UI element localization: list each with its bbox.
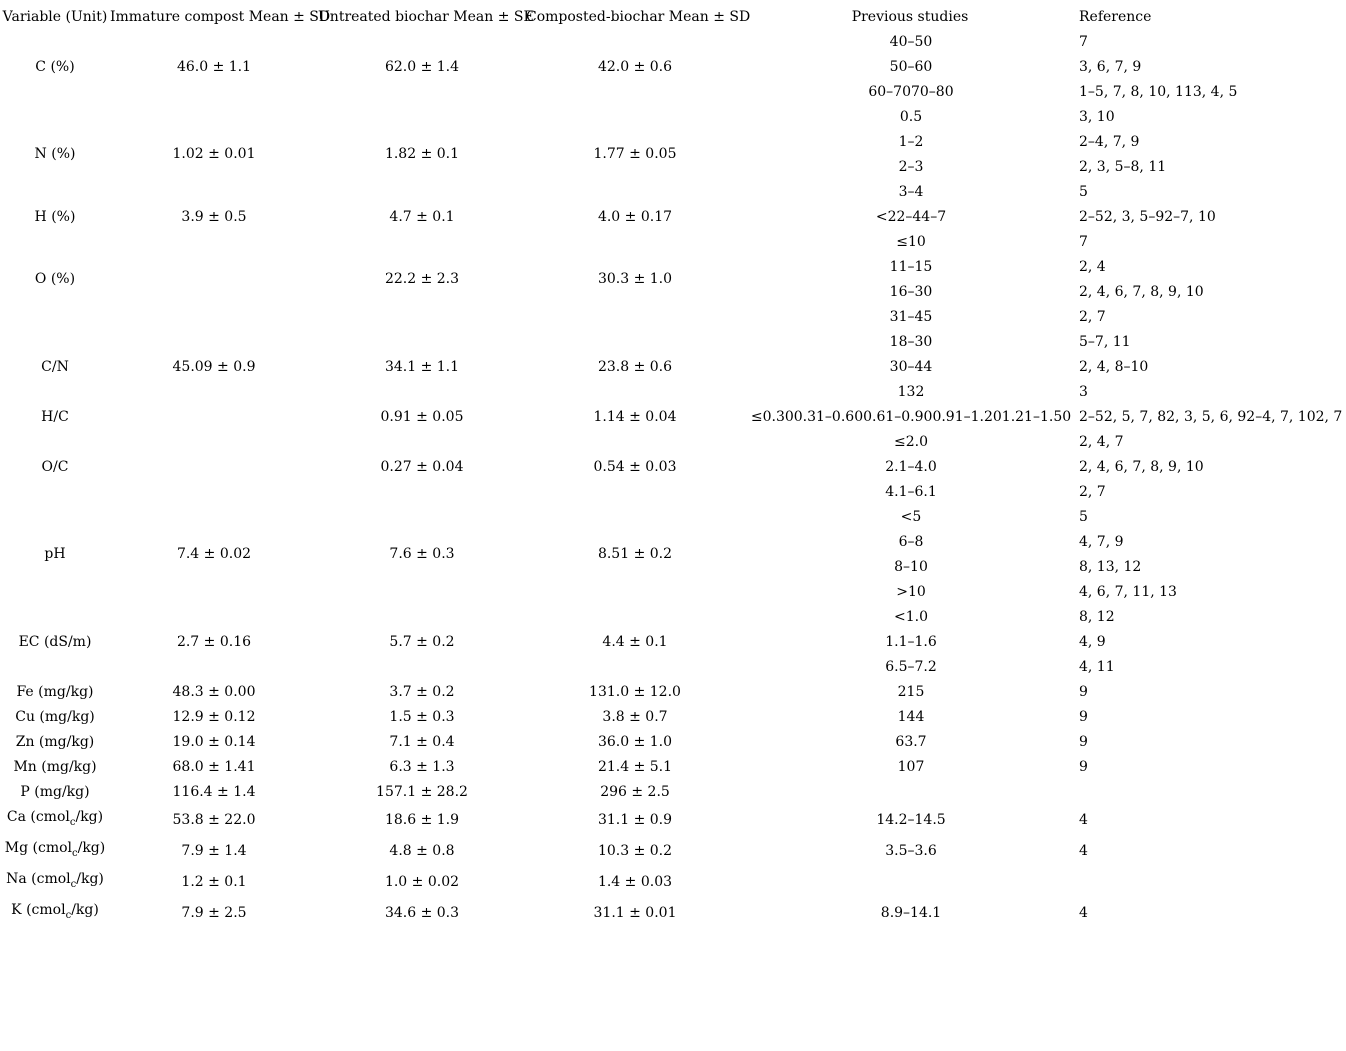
composted-value: 1.77 ± 0.05 [593, 146, 677, 162]
study-range: ≤10 [896, 234, 926, 250]
immature-value: 46.0 ± 1.1 [176, 59, 252, 75]
study-reference: 5–7, 11 [1079, 334, 1131, 350]
composted-value: 3.8 ± 0.7 [602, 709, 668, 725]
composted-value: 23.8 ± 0.6 [597, 359, 673, 375]
study-range: 2.1–4.0 [885, 459, 937, 475]
variable-label: H (%) [34, 209, 76, 225]
study-range: 1–2 [898, 134, 924, 150]
study-reference: 8, 13, 12 [1079, 559, 1142, 575]
composted-value: 1.14 ± 0.04 [593, 409, 677, 425]
variable-label: Mg (cmol$_c$/kg) [4, 840, 106, 859]
study-range: 2–3 [898, 159, 924, 175]
study-reference: 4, 9 [1079, 634, 1106, 650]
study-reference: 4, 11 [1079, 659, 1115, 675]
variable-label: H/C [41, 409, 69, 425]
composted-value: 31.1 ± 0.01 [593, 905, 677, 921]
study-reference: 2, 4 [1079, 259, 1106, 275]
untreated-value: 6.3 ± 1.3 [389, 759, 455, 775]
study-range: 6–8 [898, 534, 924, 550]
variable-label: Ca (cmol$_c$/kg) [6, 809, 104, 828]
immature-value: 1.2 ± 0.1 [181, 874, 247, 890]
header-reference: Reference [1079, 9, 1152, 25]
study-range: <22–44–7 [875, 209, 947, 225]
study-range: 11–15 [889, 259, 933, 275]
study-reference: 4 [1079, 812, 1088, 828]
composted-value: 42.0 ± 0.6 [597, 59, 673, 75]
header-untreated-biochar: Untreated biochar Mean ± SE [318, 9, 534, 25]
study-reference: 2, 7 [1079, 484, 1106, 500]
immature-value: 3.9 ± 0.5 [181, 209, 247, 225]
immature-value: 2.7 ± 0.16 [176, 634, 252, 650]
study-reference: 2, 3, 5–8, 11 [1079, 159, 1167, 175]
study-range: 144 [897, 709, 925, 725]
immature-value: 45.09 ± 0.9 [172, 359, 256, 375]
study-range: 30–44 [889, 359, 933, 375]
composted-value: 0.54 ± 0.03 [593, 459, 677, 475]
immature-value: 48.3 ± 0.00 [172, 684, 256, 700]
untreated-value: 0.27 ± 0.04 [380, 459, 464, 475]
untreated-value: 22.2 ± 2.3 [384, 271, 460, 287]
immature-value: 53.8 ± 22.0 [172, 812, 256, 828]
study-reference: 2, 7 [1079, 309, 1106, 325]
untreated-value: 4.7 ± 0.1 [389, 209, 455, 225]
study-reference: 2–52, 5, 7, 82, 3, 5, 6, 92–4, 7, 102, 7 [1079, 409, 1343, 425]
study-range: >10 [896, 584, 926, 600]
variable-label: N (%) [34, 146, 76, 162]
header-composted-biochar: Composted-biochar Mean ± SD [526, 9, 751, 25]
study-reference: 3, 10 [1079, 109, 1115, 125]
untreated-value: 157.1 ± 28.2 [376, 784, 468, 800]
immature-value: 1.02 ± 0.01 [172, 146, 256, 162]
study-reference: 3 [1079, 384, 1088, 400]
composted-value: 36.0 ± 1.0 [597, 734, 673, 750]
untreated-value: 7.1 ± 0.4 [389, 734, 455, 750]
composted-value: 31.1 ± 0.9 [597, 812, 673, 828]
composted-value: 131.0 ± 12.0 [589, 684, 681, 700]
study-reference: 2, 4, 7 [1079, 434, 1124, 450]
immature-value: 7.9 ± 1.4 [181, 843, 247, 859]
untreated-value: 5.7 ± 0.2 [389, 634, 455, 650]
study-range: 3–4 [898, 184, 924, 200]
study-range: ≤2.0 [894, 434, 928, 450]
immature-value: 19.0 ± 0.14 [172, 734, 256, 750]
study-reference: 5 [1079, 184, 1088, 200]
untreated-value: 34.1 ± 1.1 [384, 359, 460, 375]
composted-value: 10.3 ± 0.2 [597, 843, 673, 859]
study-reference: 8, 12 [1079, 609, 1115, 625]
immature-value: 68.0 ± 1.41 [172, 759, 256, 775]
table-header [0, 9, 1346, 25]
study-reference: 7 [1079, 234, 1088, 250]
immature-value: 12.9 ± 0.12 [172, 709, 256, 725]
study-range: 6.5–7.2 [885, 659, 937, 675]
study-reference: 9 [1079, 759, 1088, 775]
composted-value: 1.4 ± 0.03 [597, 874, 673, 890]
variable-label: Mn (mg/kg) [13, 759, 97, 775]
study-reference: 2, 4, 6, 7, 8, 9, 10 [1079, 459, 1204, 475]
study-range: 63.7 [895, 734, 927, 750]
immature-value: 7.9 ± 2.5 [181, 905, 247, 921]
study-reference: 2–52, 3, 5–92–7, 10 [1079, 209, 1216, 225]
immature-value: 7.4 ± 0.02 [176, 546, 252, 562]
study-reference: 3, 6, 7, 9 [1079, 59, 1142, 75]
study-range: 50–60 [889, 59, 933, 75]
study-reference: 2, 4, 8–10 [1079, 359, 1149, 375]
study-reference: 4, 7, 9 [1079, 534, 1124, 550]
untreated-value: 7.6 ± 0.3 [389, 546, 455, 562]
variable-label: C/N [41, 359, 69, 375]
study-range: 8.9–14.1 [880, 905, 942, 921]
study-range: 16–30 [889, 284, 933, 300]
study-range: 14.2–14.5 [876, 812, 946, 828]
study-range: ≤0.300.31–0.600.61–0.900.91–1.201.21–1.50 [750, 409, 1072, 425]
composted-value: 21.4 ± 5.1 [597, 759, 673, 775]
study-reference: 4, 6, 7, 11, 13 [1079, 584, 1177, 600]
composted-value: 4.0 ± 0.17 [597, 209, 673, 225]
study-reference: 5 [1079, 509, 1088, 525]
variable-label: Cu (mg/kg) [15, 709, 95, 725]
composted-value: 296 ± 2.5 [600, 784, 670, 800]
study-range: 215 [897, 684, 925, 700]
composted-value: 8.51 ± 0.2 [597, 546, 673, 562]
study-reference: 4 [1079, 905, 1088, 921]
variable-label: Na (cmol$_c$/kg) [6, 871, 104, 890]
header-immature-compost: Immature compost Mean ± SD [110, 9, 331, 25]
study-range: 3.5–3.6 [885, 843, 937, 859]
untreated-value: 34.6 ± 0.3 [384, 905, 460, 921]
study-reference: 2, 4, 6, 7, 8, 9, 10 [1079, 284, 1204, 300]
untreated-value: 1.0 ± 0.02 [384, 874, 460, 890]
variable-label: C (%) [35, 59, 75, 75]
study-range: 18–30 [889, 334, 933, 350]
study-reference: 7 [1079, 34, 1088, 50]
study-range: 1.1–1.6 [885, 634, 937, 650]
study-range: 31–45 [889, 309, 933, 325]
study-range: <1.0 [894, 609, 928, 625]
study-range: 60–7070–80 [868, 84, 954, 100]
header-previous-studies: Previous studies [851, 9, 969, 25]
variable-label: K (cmol$_c$/kg) [11, 902, 99, 921]
variable-label: Fe (mg/kg) [16, 684, 94, 700]
study-range: 0.5 [899, 109, 923, 125]
variable-label: P (mg/kg) [20, 784, 90, 800]
composted-value: 4.4 ± 0.1 [602, 634, 668, 650]
untreated-value: 62.0 ± 1.4 [384, 59, 460, 75]
variable-label: pH [44, 546, 66, 562]
study-range: 4.1–6.1 [885, 484, 937, 500]
untreated-value: 0.91 ± 0.05 [380, 409, 464, 425]
variable-label: O/C [41, 459, 69, 475]
study-reference: 9 [1079, 709, 1088, 725]
untreated-value: 1.82 ± 0.1 [384, 146, 460, 162]
study-range: 107 [897, 759, 925, 775]
study-reference: 9 [1079, 684, 1088, 700]
header-variable: Variable (Unit) [2, 9, 108, 25]
untreated-value: 4.8 ± 0.8 [389, 843, 455, 859]
immature-value: 116.4 ± 1.4 [172, 784, 256, 800]
study-range: 132 [897, 384, 925, 400]
study-range: 8–10 [894, 559, 928, 575]
composted-value: 30.3 ± 1.0 [597, 271, 673, 287]
untreated-value: 3.7 ± 0.2 [389, 684, 455, 700]
variable-label: O (%) [34, 271, 76, 287]
variable-label: EC (dS/m) [18, 634, 92, 650]
study-reference: 2–4, 7, 9 [1079, 134, 1140, 150]
study-range: 40–50 [889, 34, 933, 50]
untreated-value: 18.6 ± 1.9 [384, 812, 460, 828]
variable-label: Zn (mg/kg) [15, 734, 95, 750]
untreated-value: 1.5 ± 0.3 [389, 709, 455, 725]
study-range: <5 [900, 509, 922, 525]
study-reference: 1–5, 7, 8, 10, 113, 4, 5 [1079, 84, 1238, 100]
study-reference: 9 [1079, 734, 1088, 750]
study-reference: 4 [1079, 843, 1088, 859]
